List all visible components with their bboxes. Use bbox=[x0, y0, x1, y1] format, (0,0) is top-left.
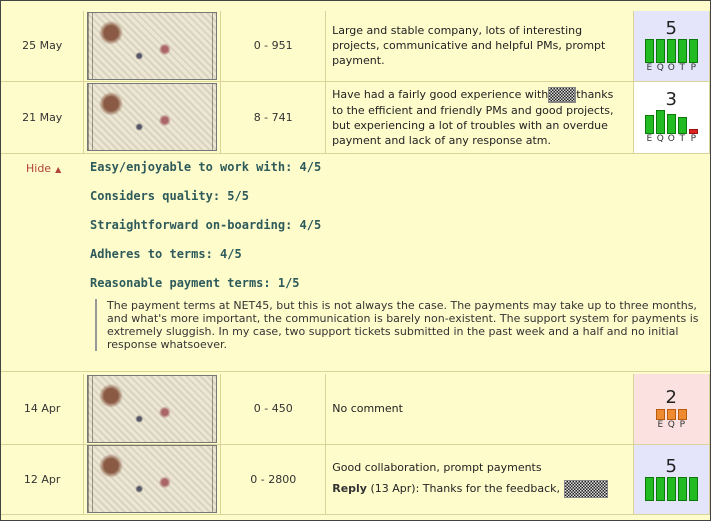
score-value: 5 bbox=[665, 456, 677, 477]
criterion-onboarding: Straightforward on-boarding: 4/5 bbox=[90, 218, 322, 232]
score-bar-o bbox=[667, 114, 676, 134]
review-comment: Good collaboration, prompt payments Reply (13 Apr): Thanks for the feedback, bbox=[326, 444, 633, 514]
score-cell bbox=[633, 374, 709, 444]
score-bar-letters: E Q O T P bbox=[646, 134, 696, 144]
triangle-up-icon: ▲ bbox=[55, 165, 62, 174]
screenshot-thumbnail[interactable] bbox=[87, 83, 217, 151]
criterion-terms: Adheres to terms: 4/5 bbox=[90, 247, 242, 261]
score-bar-q bbox=[656, 477, 665, 501]
score-bar-e bbox=[645, 115, 654, 134]
review-comment: Have had a fairly good experience with thanks to the efficient and friendly PMs and good projects, but experiencing a lot of troubles with an overdue payment and lack of any response atm. bbox=[326, 81, 633, 153]
score-value: 2 bbox=[665, 386, 677, 408]
score-bars bbox=[634, 408, 709, 420]
screenshot-thumbnail[interactable] bbox=[87, 12, 217, 80]
review-date: 21 May bbox=[1, 81, 84, 153]
screenshot-thumbnail[interactable] bbox=[87, 375, 217, 443]
score-bar-p bbox=[689, 477, 698, 501]
score-value: 3 bbox=[665, 89, 677, 110]
score-bar-o bbox=[667, 477, 676, 501]
hide-detail-link[interactable]: Hide ▲ bbox=[26, 162, 62, 175]
reviews-table-bottom bbox=[1, 374, 710, 515]
thumbnail-cell bbox=[84, 11, 221, 81]
score-bar-t bbox=[678, 117, 687, 134]
score-bar-p bbox=[689, 39, 698, 63]
table-row bbox=[1, 11, 710, 81]
review-detail-panel bbox=[1, 153, 710, 372]
score-bar-t bbox=[678, 477, 687, 501]
table-row bbox=[1, 444, 710, 514]
score-bars bbox=[634, 39, 709, 63]
thumbnail-cell bbox=[84, 374, 221, 444]
review-range: 0 - 2800 bbox=[221, 444, 326, 514]
score-bar-q bbox=[656, 39, 665, 63]
review-reply: Reply (13 Apr): Thanks for the feedback, bbox=[332, 480, 626, 498]
score-value: 5 bbox=[665, 17, 677, 39]
reviews-table-top bbox=[1, 11, 710, 154]
score-bar-letters: E Q P bbox=[657, 419, 685, 430]
thumbnail-cell bbox=[84, 444, 221, 514]
screenshot-thumbnail[interactable] bbox=[87, 445, 217, 513]
score-bar-e bbox=[645, 39, 654, 63]
score-bars bbox=[634, 110, 709, 134]
review-range: 0 - 450 bbox=[221, 374, 326, 444]
score-bar-e bbox=[645, 477, 654, 501]
score-bar-o bbox=[667, 39, 676, 63]
thumbnail-cell bbox=[84, 81, 221, 153]
redacted-company-image bbox=[548, 87, 576, 103]
table-row bbox=[1, 374, 710, 444]
review-date: 14 Apr bbox=[1, 374, 84, 444]
redacted-company-image bbox=[564, 480, 608, 498]
review-comment: Large and stable company, lots of interesting projects, communicative and helpful PMs, prompt payment. bbox=[326, 11, 633, 81]
criterion-quality: Considers quality: 5/5 bbox=[90, 189, 249, 203]
review-range: 8 - 741 bbox=[221, 81, 326, 153]
score-bar-e bbox=[656, 409, 665, 420]
review-quote: The payment terms at NET45, but this is not always the case. The payments may take up to three months, and what's more important, the communication is barely non-existent. The support system for payments is extremely sluggish. In my case, two support tickets submitted in the past week and a half and no initial response whatsoever. bbox=[95, 299, 709, 351]
score-bar-p bbox=[678, 409, 687, 420]
score-bars bbox=[634, 477, 709, 501]
score-cell bbox=[633, 81, 709, 153]
score-bar-t bbox=[678, 39, 687, 63]
score-bar-q bbox=[667, 409, 676, 420]
score-bar-q bbox=[656, 110, 665, 134]
review-comment: No comment bbox=[326, 374, 633, 444]
review-date: 12 Apr bbox=[1, 444, 84, 514]
score-cell bbox=[633, 444, 709, 514]
score-cell bbox=[633, 11, 709, 81]
table-row bbox=[1, 81, 710, 153]
review-range: 0 - 951 bbox=[221, 11, 326, 81]
criterion-payment: Reasonable payment terms: 1/5 bbox=[90, 276, 300, 290]
criterion-easy: Easy/enjoyable to work with: 4/5 bbox=[90, 160, 322, 174]
score-bar-letters: E Q O T P bbox=[646, 62, 696, 73]
review-date: 25 May bbox=[1, 11, 84, 81]
